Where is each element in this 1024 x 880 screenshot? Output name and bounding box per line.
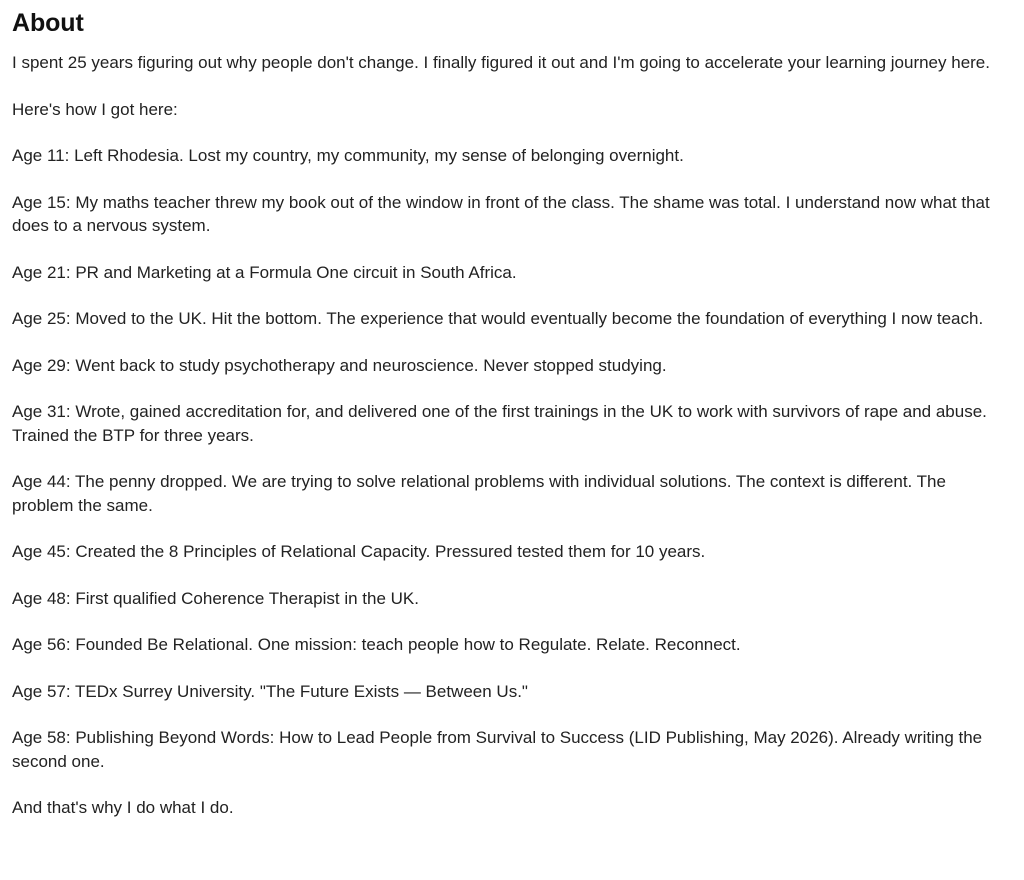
timeline-age-56-paragraph: Age 56: Founded Be Relational. One mission: teach people how to Regulate. Relate. Reconnect.: [12, 635, 741, 654]
about-lead-in-paragraph: Here's how I got here:: [12, 99, 178, 119]
timeline-age-29-paragraph: Age 29: Went back to study psychotherapy and neuroscience. Never stopped studying.: [12, 355, 667, 375]
about-body: [12, 51, 1007, 820]
timeline-age-45-paragraph: Age 45: Created the 8 Principles of Relational Capacity. Pressured tested them for 10 years.: [12, 542, 706, 561]
about-title: About: [12, 9, 84, 37]
timeline-age-44-paragraph: Age 44: The penny dropped. We are trying to solve relational problems with individual solutions. The context is different. The problem the same.: [12, 472, 946, 515]
timeline-age-25-paragraph: Age 25: Moved to the UK. Hit the bottom. The experience that would eventually become the foundation of everything I now teach.: [12, 309, 984, 328]
timeline-age-21-paragraph: Age 21: PR and Marketing at a Formula One circuit in South Africa.: [12, 262, 517, 282]
timeline-age-48-paragraph: Age 48: First qualified Coherence Therapist in the UK.: [12, 588, 419, 608]
about-closing-paragraph: And that's why I do what I do.: [12, 798, 234, 817]
timeline-age-31-paragraph: Age 31: Wrote, gained accreditation for, and delivered one of the first trainings in the UK to work with survivors of rape and abuse. Trained the BTP for three years.: [12, 402, 987, 445]
timeline-age-58-paragraph: Age 58: Publishing Beyond Words: How to Lead People from Survival to Success (LID Publishing, May 2026). Already writing the second one.: [12, 728, 983, 771]
about-intro-paragraph: I spent 25 years figuring out why people don't change. I finally figured it out and I'm going to accelerate your learning journey here.: [12, 53, 990, 72]
timeline-age-15-paragraph: Age 15: My maths teacher threw my book out of the window in front of the class. The shame was total. I understand now what that does to a nervous system.: [12, 192, 990, 235]
timeline-age-11-paragraph: Age 11: Left Rhodesia. Lost my country, my community, my sense of belonging overnight.: [12, 146, 684, 165]
timeline-age-57-paragraph: Age 57: TEDx Surrey University. "The Future Exists — Between Us.": [12, 681, 528, 701]
